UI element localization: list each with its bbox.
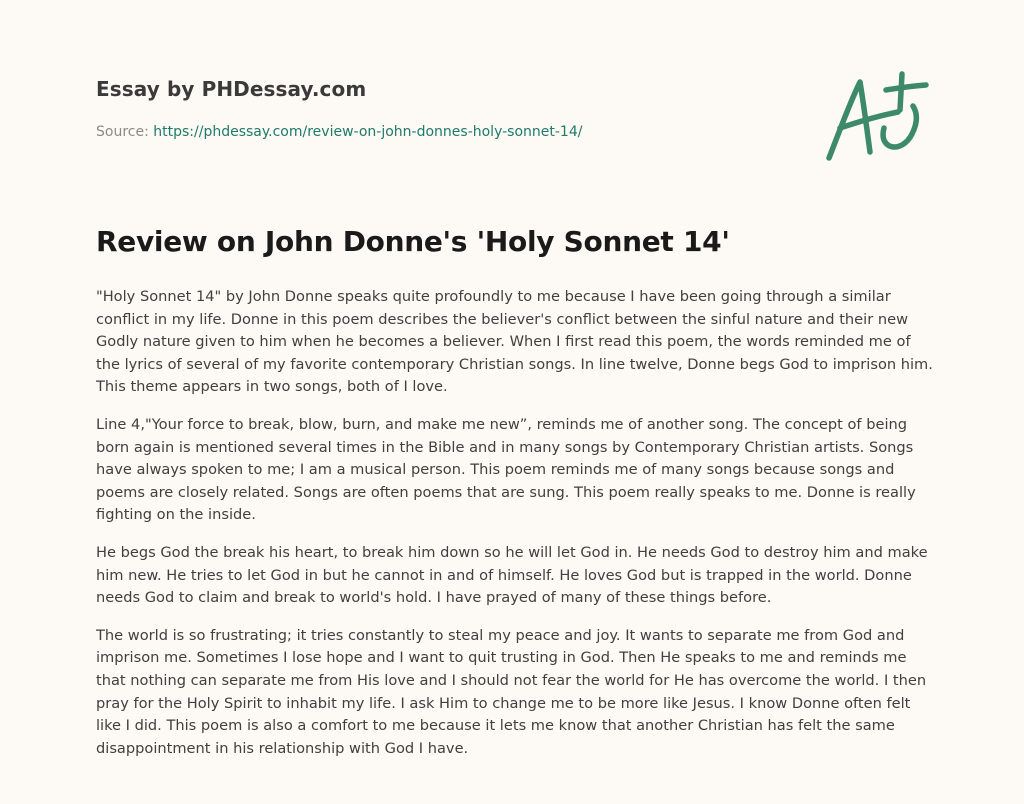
essay-title: Review on John Donne's 'Holy Sonnet 14'	[96, 225, 730, 258]
essay-body	[96, 286, 936, 775]
essay-paragraph: He begs God the break his heart, to break him down so he will let God in. He needs God to destroy him and make him new. He tries to let God in but he cannot in and of himself. He loves God but is trapped in the world. Donne needs God to claim and break to world's hold. I have prayed of many of these things before.	[96, 543, 928, 607]
site-brand: Essay by PHDessay.com	[96, 77, 367, 101]
a-plus-grade-icon	[820, 66, 932, 166]
essay-paragraph: "Holy Sonnet 14" by John Donne speaks quite profoundly to me because I have been going through a similar conflict in my life. Donne in this poem describes the believer's conflict between the sinful nature and their new Godly nature given to him when he becomes a believer. When I first read this poem, the words reminded me of the lyrics of several of my favorite contemporary Christian songs. In line twelve, Donne begs God to imprison him. This theme appears in two songs, both of I love.	[96, 288, 933, 396]
essay-paragraph: The world is so frustrating; it tries constantly to steal my peace and joy. It wants to separate me from God and imprison me. Sometimes I lose hope and I want to quit trusting in God. Then He speaks to me and reminds me that nothing can separate me from His love and I should not fear the world for He has overcome the world. I then pray for the Holy Spirit to inhabit my life. I ask Him to change me to be more like Jesus. I know Donne often felt like I did. This poem is also a comfort to me because it lets me know that another Christian has felt the same disappointment in his relationship with God I have.	[96, 626, 927, 757]
essay-paragraph: Line 4,"Your force to break, blow, burn, and make me new”, reminds me of another song. The concept of being born again is mentioned several times in the Bible and in many songs by Contemporary Christian artists. Songs have always spoken to me; I am a musical person. This poem reminds me of many songs because songs and poems are closely related. Songs are often poems that are sung. This poem really speaks to me. Donne is really fighting on the inside.	[96, 415, 916, 524]
source-link[interactable]: https://phdessay.com/review-on-john-donnes-holy-sonnet-14/	[153, 124, 583, 140]
source-label: Source:	[96, 124, 149, 140]
source-line	[96, 124, 582, 140]
